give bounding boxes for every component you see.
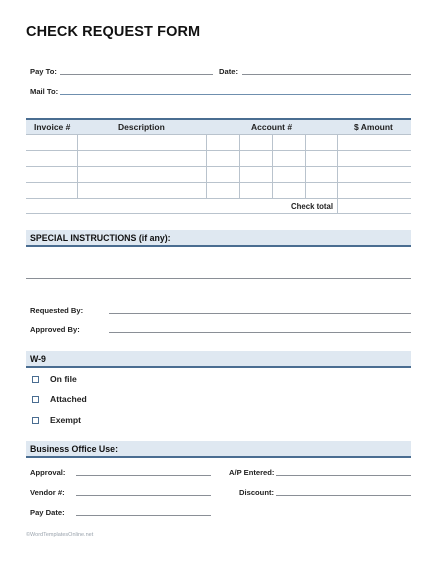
column-header-account: Account #: [251, 122, 293, 132]
w9-option-label: On file: [50, 374, 77, 384]
approval-label: Approval:: [30, 468, 66, 477]
vendor-field[interactable]: [76, 495, 211, 496]
discount-label: Discount:: [239, 488, 275, 497]
footer-credit: ©WordTemplatesOnline.net: [26, 532, 94, 538]
table-row-divider: [26, 150, 411, 151]
business-office-heading: Business Office Use:: [30, 444, 118, 454]
business-office-section-header: [26, 441, 411, 458]
date-field[interactable]: [242, 74, 411, 75]
special-instructions-section-header: [26, 230, 411, 247]
column-header-invoice: Invoice #: [34, 122, 71, 132]
checkbox[interactable]: [32, 417, 39, 424]
w9-option-attached[interactable]: [32, 394, 87, 404]
discount-field[interactable]: [276, 495, 411, 496]
table-row-divider: [26, 198, 411, 199]
mail-to-field[interactable]: [60, 94, 411, 95]
table-column-divider: [305, 135, 306, 199]
date-label: Date:: [219, 67, 238, 76]
table-column-divider: [239, 135, 240, 199]
check-total-label: Check total: [291, 202, 334, 211]
approved-by-label: Approved By:: [30, 325, 80, 334]
table-row-divider: [26, 213, 411, 214]
w9-option-exempt[interactable]: [32, 415, 81, 425]
table-column-divider: [77, 135, 78, 199]
ap-entered-field[interactable]: [276, 475, 411, 476]
w9-option-label: Attached: [50, 394, 87, 404]
approved-by-field[interactable]: [109, 332, 411, 333]
w9-section-header: [26, 351, 411, 368]
line-items-table-header: [26, 118, 411, 134]
approval-field[interactable]: [76, 475, 211, 476]
pay-to-field[interactable]: [60, 74, 213, 75]
special-instructions-field[interactable]: [26, 278, 411, 279]
table-row-divider: [26, 134, 411, 135]
column-header-amount: $ Amount: [354, 122, 393, 132]
mail-to-label: Mail To:: [30, 87, 59, 96]
w9-option-label: Exempt: [50, 415, 82, 425]
pay-date-label: Pay Date:: [30, 508, 65, 517]
column-header-description: Description: [118, 122, 165, 132]
form-title: CHECK REQUEST FORM: [26, 24, 201, 40]
pay-date-field[interactable]: [76, 515, 211, 516]
checkbox[interactable]: [32, 396, 39, 403]
pay-to-label: Pay To:: [30, 67, 57, 76]
w9-option-on-file[interactable]: [32, 374, 77, 384]
requested-by-label: Requested By:: [30, 306, 84, 315]
checkbox[interactable]: [32, 376, 39, 383]
special-instructions-heading: SPECIAL INSTRUCTIONS (if any):: [30, 233, 171, 243]
table-column-divider: [206, 135, 207, 199]
table-row-divider: [26, 166, 411, 167]
vendor-label: Vendor #:: [30, 488, 65, 497]
table-row-divider: [26, 182, 411, 183]
ap-entered-label: A/P Entered:: [229, 468, 275, 477]
w9-heading: W-9: [30, 354, 46, 364]
requested-by-field[interactable]: [109, 313, 411, 314]
table-column-divider: [272, 135, 273, 199]
table-column-divider: [337, 135, 338, 214]
